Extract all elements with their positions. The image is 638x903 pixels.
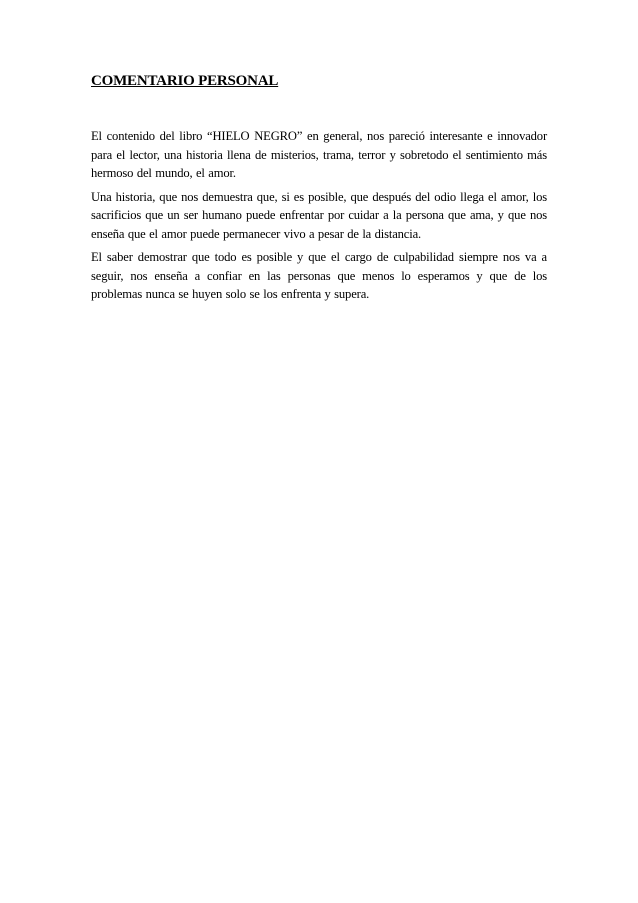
paragraph-1: El contenido del libro “HIELO NEGRO” en general, nos pareció interesante e innovador para el lector, una historia llena de misterios, trama, terror y sobretodo el sentimiento más hermoso del mundo, el amor. [91,129,547,180]
paragraph-2: Una historia, que nos demuestra que, si es posible, que después del odio llega el amor, los sacrificios que un ser humano puede enfrentar por cuidar a la persona que ama, y que nos enseña que el amor puede permanecer vivo a pesar de la distancia. [91,189,547,241]
paragraph-3: El saber demostrar que todo es posible y que el cargo de culpabilidad siempre nos va a seguir, nos enseña a confiar en las personas que menos lo esperamos y que de los problemas nunca se huyen solo se los enfrenta y supera. [91,250,547,301]
document-body [91,127,547,309]
document-title: COMENTARIO PERSONAL [91,73,279,89]
